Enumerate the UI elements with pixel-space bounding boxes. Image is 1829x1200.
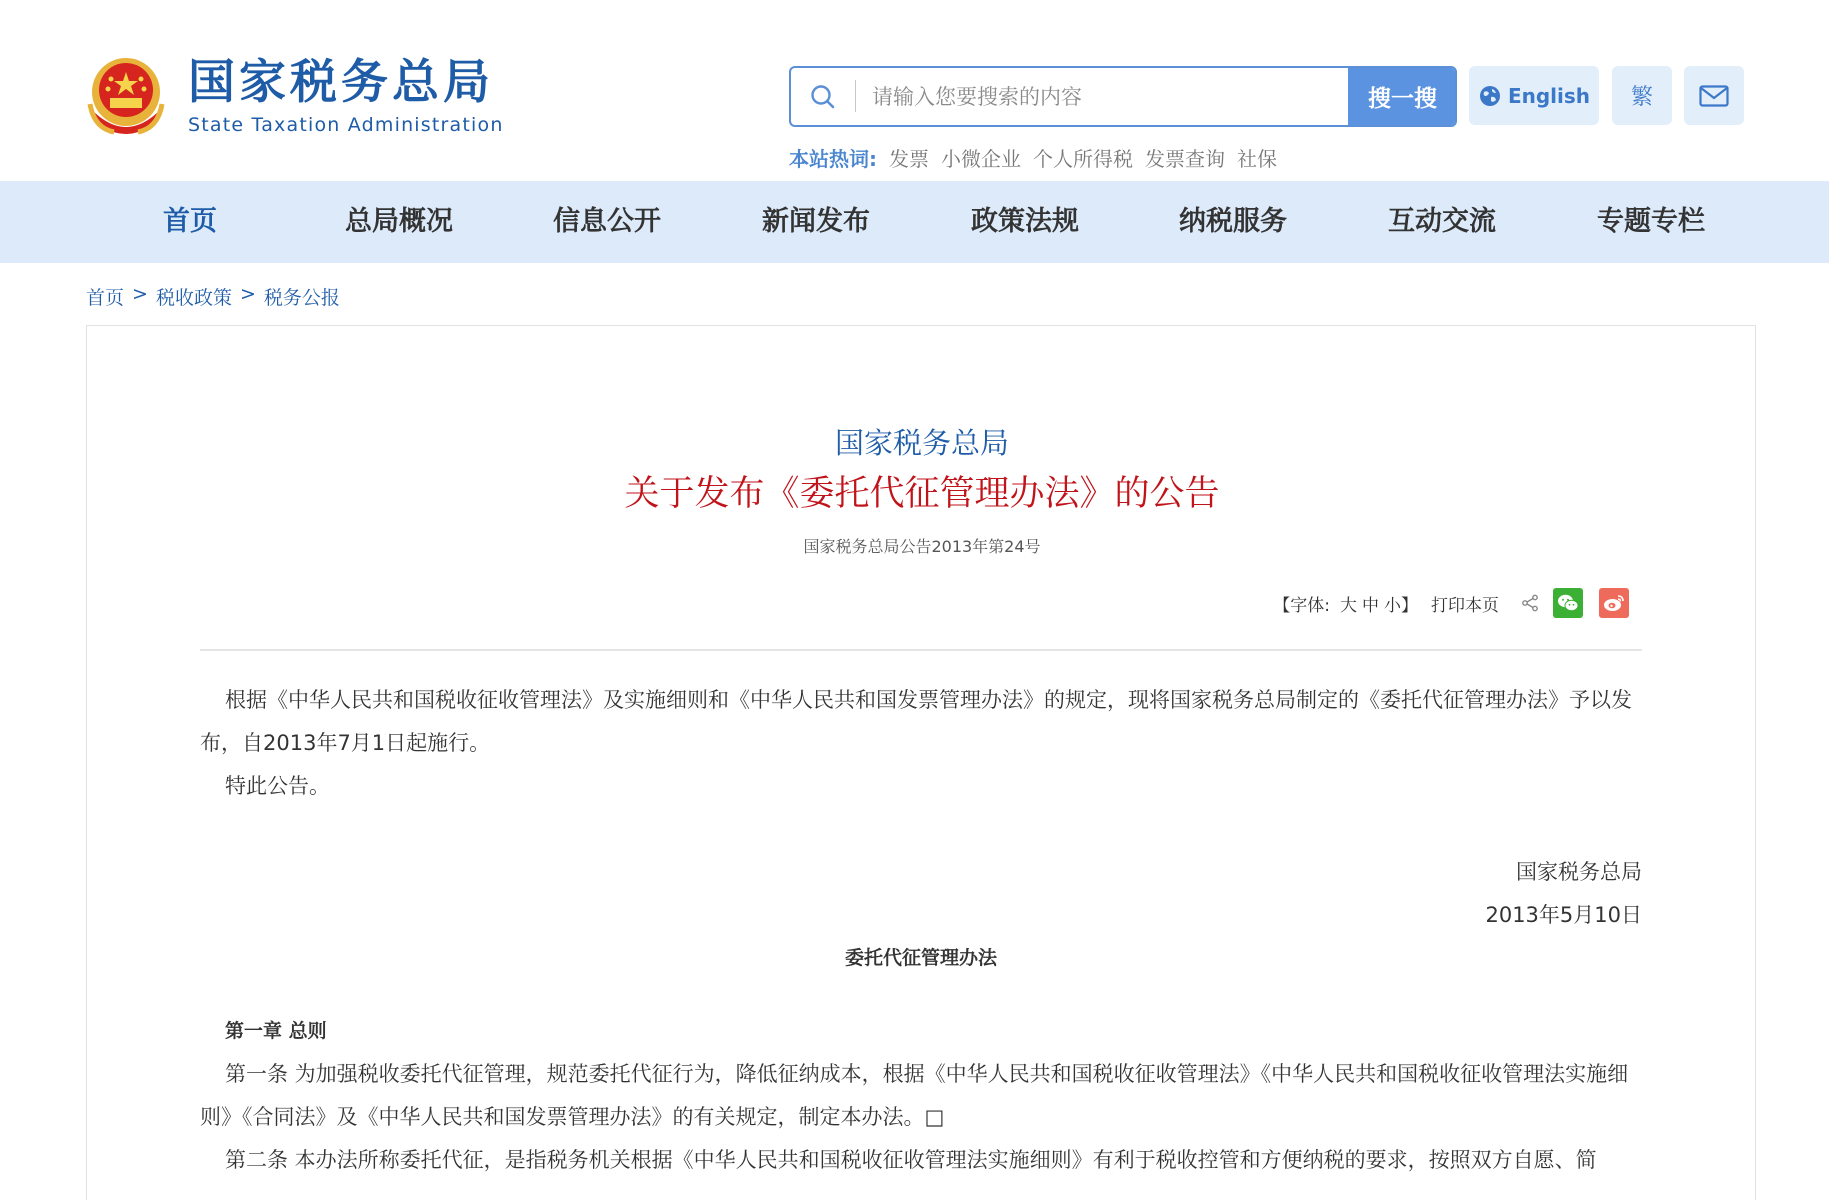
- article-body: [200, 679, 1642, 1182]
- breadcrumb-separator: >: [132, 283, 148, 305]
- breadcrumb-link-tax-bulletin[interactable]: 税务公报: [263, 287, 340, 309]
- wechat-share-icon[interactable]: [1553, 588, 1583, 618]
- font-size-large[interactable]: 大: [1340, 595, 1357, 616]
- print-page-link[interactable]: 打印本页: [1431, 595, 1499, 616]
- breadcrumb-separator: >: [239, 283, 256, 305]
- regulation-title: 委托代征管理办法: [844, 947, 997, 969]
- globe-icon: [1478, 84, 1502, 108]
- article-paragraph: 特此公告。: [225, 774, 330, 798]
- article-container: [86, 325, 1756, 1200]
- article-paragraph: 第一条 为加强税收委托代征管理，规范委托代征行为，降低征纳成本，根据《中华人民共和国税收征收管理法》《中华人民共和国税收征收管理法实施细则》《合同法》及《中华人民共和国发票管理办法》的有关规定，制定本办法。□: [200, 1062, 1629, 1129]
- blank-line: [200, 980, 1642, 1010]
- article-tools: [1273, 588, 1629, 618]
- breadcrumb-link-home[interactable]: 首页: [86, 287, 125, 309]
- breadcrumb-link-tax-policy[interactable]: 税收政策: [155, 287, 232, 309]
- title-divider: [200, 649, 1642, 651]
- nav-item-policy[interactable]: 政策法规: [971, 206, 1079, 237]
- chapter-heading: 第一章 总则: [225, 1020, 327, 1042]
- nav-item-news[interactable]: 新闻发布: [762, 206, 870, 237]
- hotword-link[interactable]: 社保: [1237, 147, 1277, 171]
- search-input[interactable]: [856, 68, 1348, 125]
- search-box: [789, 66, 1457, 127]
- breadcrumb: [86, 283, 340, 310]
- article-paragraph: 第二条 本办法所称委托代征，是指税务机关根据《中华人民共和国税收征收管理法实施细则》有利于税收控管和方便纳税的要求，按照双方自愿、简: [225, 1148, 1597, 1172]
- nav-item-info-disclosure[interactable]: 信息公开: [553, 206, 661, 237]
- hotword-link[interactable]: 发票查询: [1145, 147, 1225, 171]
- nav-item-interaction[interactable]: 互动交流: [1388, 206, 1496, 237]
- search-icon[interactable]: [791, 68, 855, 125]
- font-size-medium[interactable]: 中: [1362, 595, 1379, 616]
- logo-title-en: State Taxation Administration: [188, 114, 504, 136]
- hotwords-bar: [789, 143, 1277, 172]
- document-number: 国家税务总局公告2013年第24号: [803, 537, 1041, 556]
- search-button[interactable]: 搜一搜: [1348, 66, 1457, 127]
- mail-button[interactable]: [1684, 66, 1744, 125]
- hotwords-label: 本站热词:: [789, 147, 877, 171]
- english-label: English: [1507, 83, 1591, 108]
- traditional-chinese-button[interactable]: 繁: [1612, 66, 1672, 125]
- nav-item-tax-service[interactable]: 纳税服务: [1179, 206, 1287, 237]
- english-button[interactable]: [1469, 66, 1599, 125]
- hotword-link[interactable]: 小微企业: [941, 147, 1021, 171]
- hotword-link[interactable]: 发票: [889, 147, 929, 171]
- site-logo[interactable]: [84, 52, 504, 140]
- main-nav: [0, 181, 1829, 263]
- weibo-share-icon[interactable]: [1599, 588, 1629, 618]
- signature-date: 2013年5月10日: [1485, 903, 1642, 927]
- signature-agency: 国家税务总局: [1516, 860, 1642, 884]
- site-header: [0, 0, 1829, 181]
- national-emblem-icon: [84, 52, 168, 140]
- nav-item-overview[interactable]: 总局概况: [345, 206, 453, 237]
- blank-line: [200, 808, 1642, 851]
- article-title: 关于发布《委托代征管理办法》的公告: [624, 474, 1220, 514]
- hotword-link[interactable]: 个人所得税: [1033, 147, 1133, 171]
- logo-title-cn: 国家税务总局: [188, 55, 494, 110]
- nav-item-special-topics[interactable]: 专题专栏: [1597, 206, 1705, 237]
- font-size-label: 【字体:: [1273, 595, 1330, 616]
- share-icon[interactable]: [1521, 594, 1539, 612]
- font-size-small[interactable]: 小】: [1384, 595, 1418, 616]
- mail-icon: [1699, 85, 1729, 107]
- article-agency: 国家税务总局: [834, 426, 1009, 460]
- article-paragraph: 根据《中华人民共和国税收征收管理法》及实施细则和《中华人民共和国发票管理办法》的规定，现将国家税务总局制定的《委托代征管理办法》予以发布，自2013年7月1日起施行。: [200, 688, 1632, 755]
- nav-item-home[interactable]: 首页: [163, 206, 217, 237]
